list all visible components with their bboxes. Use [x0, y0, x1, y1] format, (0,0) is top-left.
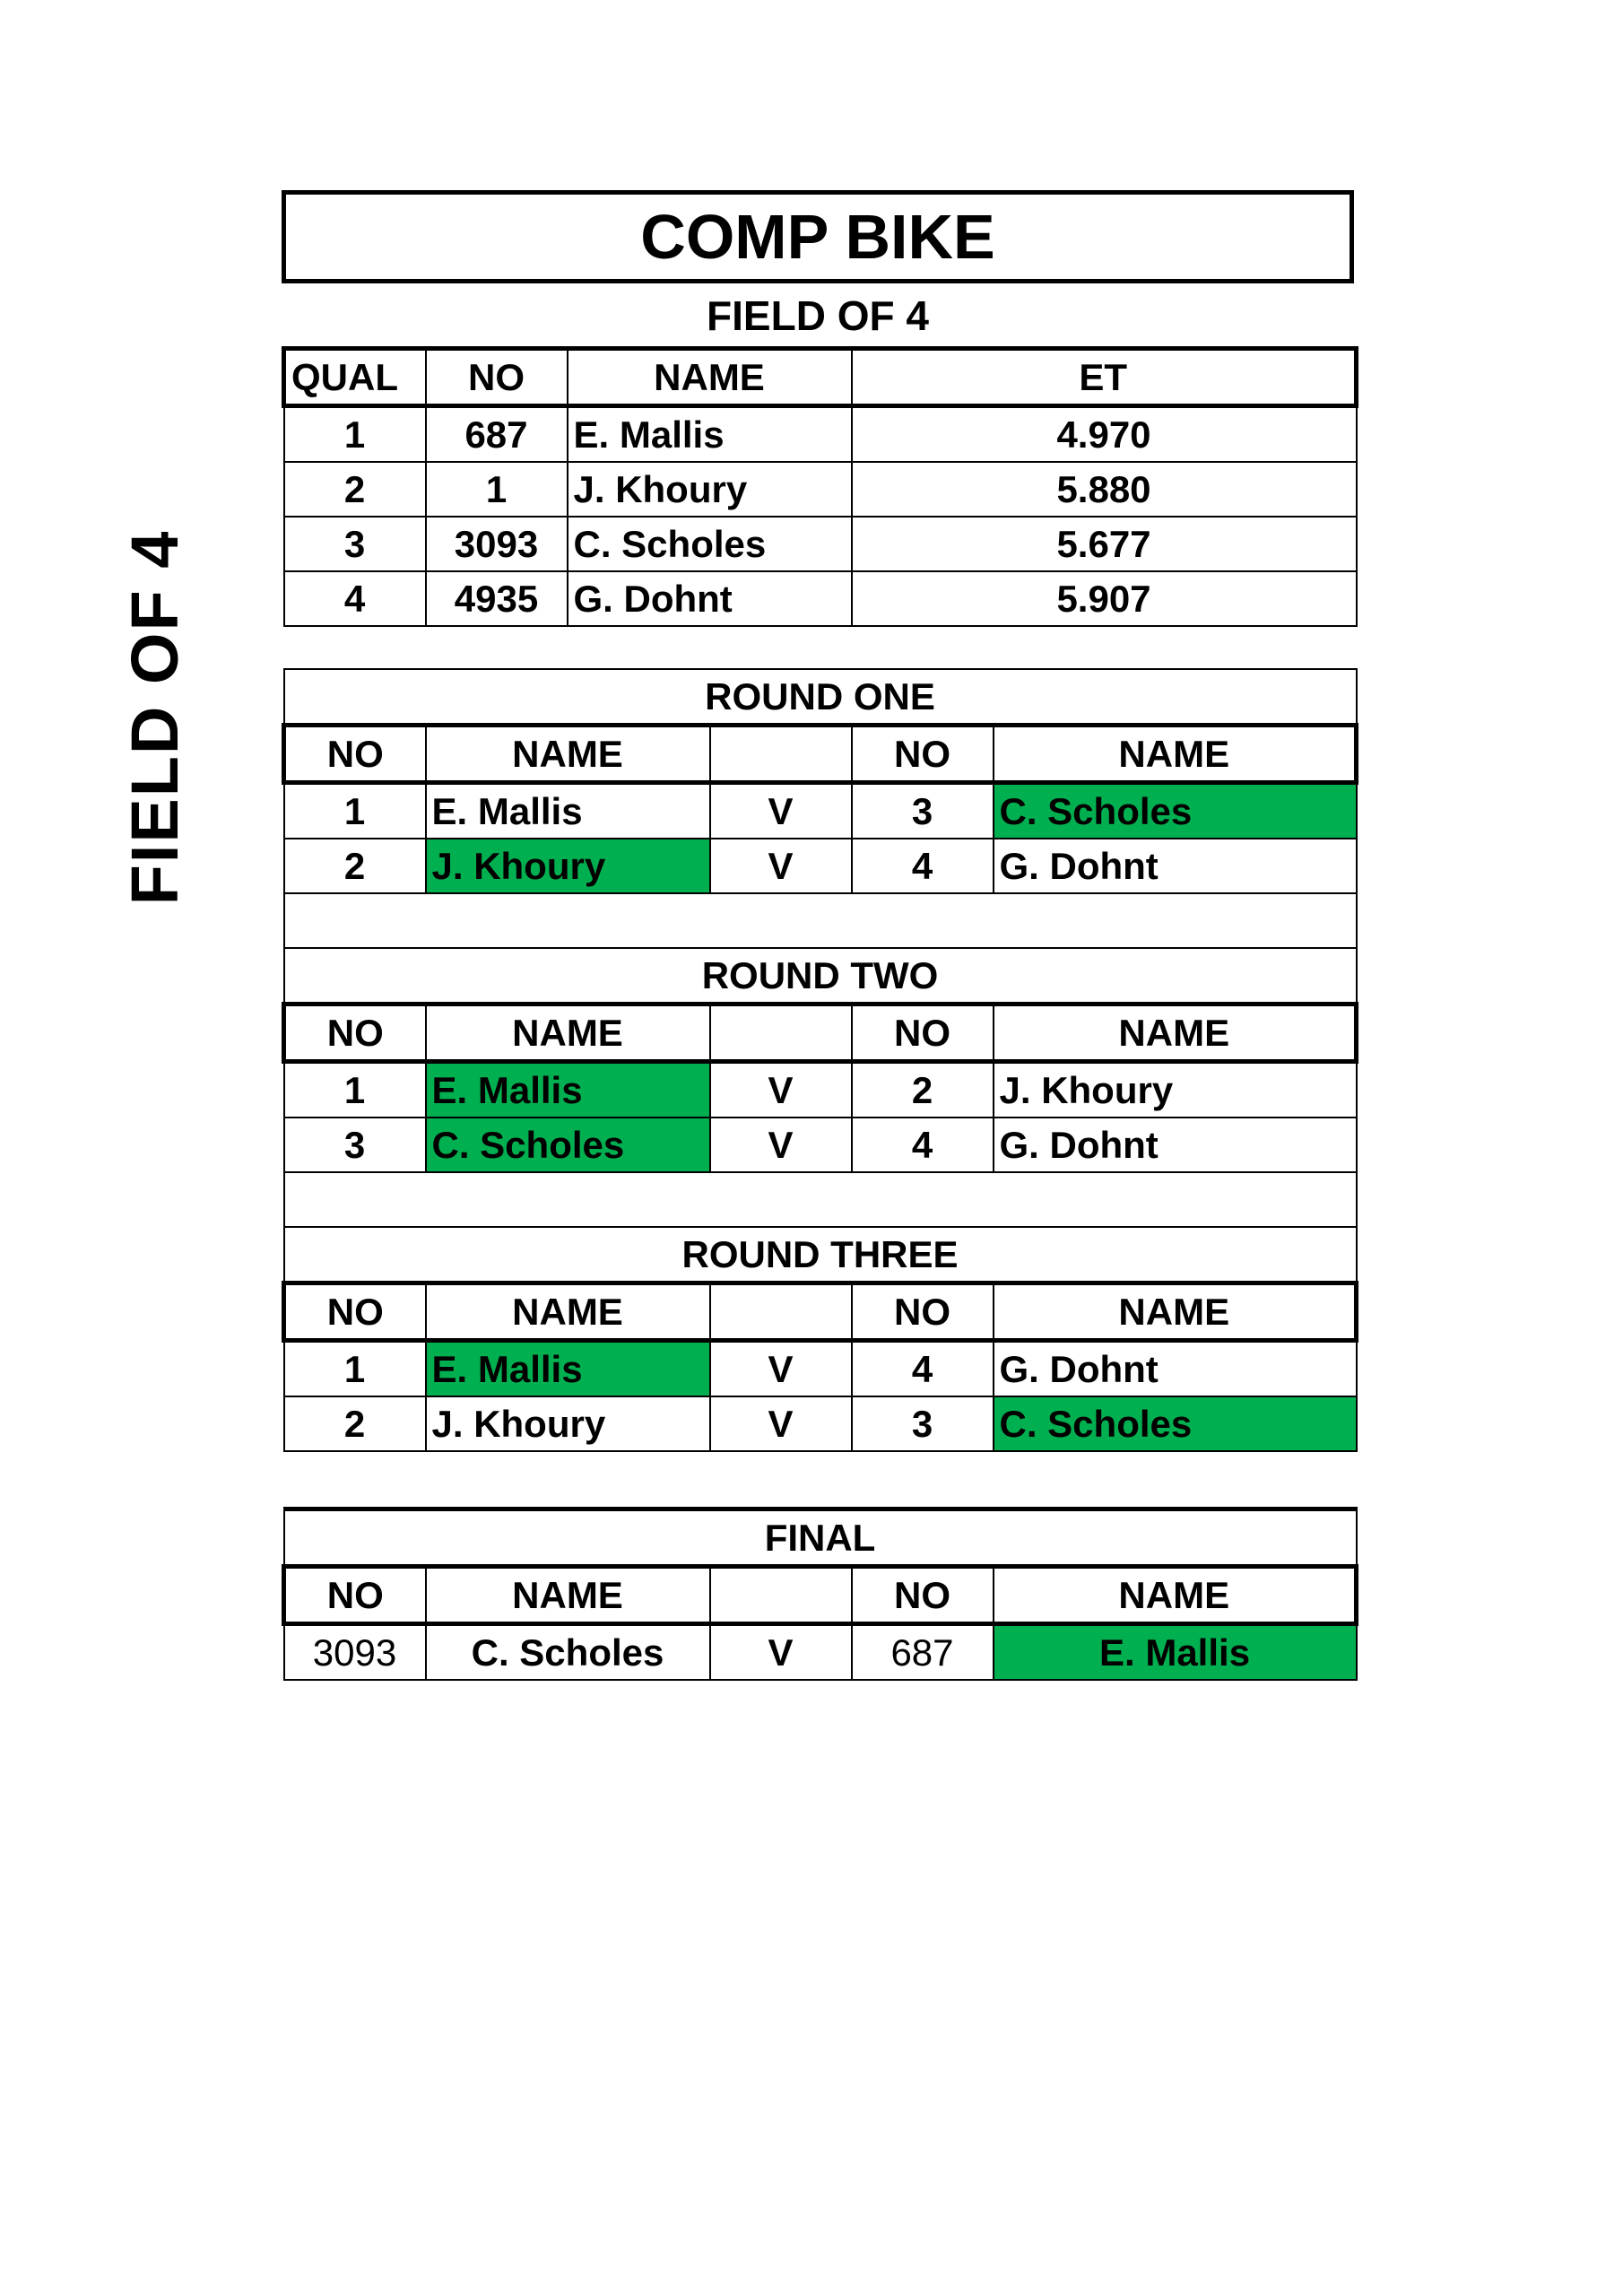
et-cell: 5.880	[852, 462, 1357, 517]
vs-cell: V	[710, 839, 852, 893]
left-no-cell: 1	[284, 1341, 426, 1397]
match-row	[284, 1118, 1357, 1172]
no-header: NO	[284, 1004, 426, 1062]
final-match-row	[284, 1624, 1357, 1681]
vs-cell: V	[710, 1624, 852, 1681]
et-cell: 5.907	[852, 571, 1357, 626]
left-name-cell-winner: E. Mallis	[426, 1341, 710, 1397]
match-row	[284, 1062, 1357, 1118]
vs-header	[710, 1567, 852, 1624]
name-header: NAME	[426, 726, 710, 783]
right-name-cell: G. Dohnt	[994, 839, 1357, 893]
vs-header	[710, 1283, 852, 1341]
qualifying-row	[284, 462, 1357, 517]
left-no-cell: 2	[284, 1396, 426, 1451]
name-header: NAME	[426, 1283, 710, 1341]
right-no-cell: 4	[852, 1118, 994, 1172]
left-name-cell-winner: J. Khoury	[426, 839, 710, 893]
no-header: NO	[852, 1283, 994, 1341]
et-header: ET	[852, 349, 1357, 406]
left-no-cell: 1	[284, 783, 426, 839]
qual-cell: 2	[284, 462, 426, 517]
no-header: NO	[284, 1283, 426, 1341]
no-header: NO	[852, 726, 994, 783]
vs-cell: V	[710, 1062, 852, 1118]
no-header: NO	[852, 1567, 994, 1624]
no-header: NO	[284, 1567, 426, 1624]
left-no-cell: 2	[284, 839, 426, 893]
round-one-header-row	[284, 726, 1357, 783]
name-header: NAME	[426, 1004, 710, 1062]
right-no-cell: 687	[852, 1624, 994, 1681]
right-no-cell: 3	[852, 1396, 994, 1451]
name-cell: E. Mallis	[568, 406, 852, 463]
left-name-cell: E. Mallis	[426, 783, 710, 839]
page-subtitle: FIELD OF 4	[707, 292, 929, 339]
no-cell: 1	[426, 462, 568, 517]
right-no-cell: 4	[852, 1341, 994, 1397]
round-one-title: ROUND ONE	[284, 669, 1357, 726]
final-title: FINAL	[284, 1509, 1357, 1567]
no-cell: 687	[426, 406, 568, 463]
qualifying-header-row	[284, 349, 1357, 406]
match-row	[284, 839, 1357, 893]
match-row	[284, 1396, 1357, 1451]
final-header-row	[284, 1567, 1357, 1624]
vs-cell: V	[710, 1118, 852, 1172]
round-two-title: ROUND TWO	[284, 948, 1357, 1004]
vs-header	[710, 726, 852, 783]
name-header: NAME	[426, 1567, 710, 1624]
final-table	[282, 1507, 1358, 1681]
qual-header: QUAL	[284, 349, 426, 406]
no-header: NO	[852, 1004, 994, 1062]
name-header: NAME	[994, 726, 1357, 783]
round-three-header-row	[284, 1283, 1357, 1341]
qualifying-row	[284, 571, 1357, 626]
right-no-cell: 4	[852, 839, 994, 893]
name-header: NAME	[568, 349, 852, 406]
right-no-cell: 2	[852, 1062, 994, 1118]
left-no-cell: 3	[284, 1118, 426, 1172]
match-row	[284, 783, 1357, 839]
no-cell: 3093	[426, 517, 568, 571]
left-name-cell-winner: E. Mallis	[426, 1062, 710, 1118]
round-three-title: ROUND THREE	[284, 1227, 1357, 1283]
no-header: NO	[284, 726, 426, 783]
vs-cell: V	[710, 783, 852, 839]
name-cell: G. Dohnt	[568, 571, 852, 626]
left-no-cell: 3093	[284, 1624, 426, 1681]
no-cell: 4935	[426, 571, 568, 626]
no-header: NO	[426, 349, 568, 406]
vs-header	[710, 1004, 852, 1062]
name-cell: J. Khoury	[568, 462, 852, 517]
left-name-cell-winner: C. Scholes	[426, 1118, 710, 1172]
vs-cell: V	[710, 1396, 852, 1451]
qual-cell: 3	[284, 517, 426, 571]
qualifying-row	[284, 517, 1357, 571]
right-name-cell-winner: C. Scholes	[994, 1396, 1357, 1451]
page-title: COMP BIKE	[282, 190, 1354, 283]
vs-cell: V	[710, 1341, 852, 1397]
right-name-cell-winner: C. Scholes	[994, 783, 1357, 839]
name-header: NAME	[994, 1283, 1357, 1341]
right-name-cell: J. Khoury	[994, 1062, 1357, 1118]
right-name-cell: G. Dohnt	[994, 1341, 1357, 1397]
round-two-header-row	[284, 1004, 1357, 1062]
qual-cell: 1	[284, 406, 426, 463]
et-cell: 4.970	[852, 406, 1357, 463]
left-no-cell: 1	[284, 1062, 426, 1118]
side-title: FIELD OF 4	[117, 529, 192, 906]
qualifying-table	[282, 346, 1358, 627]
left-name-cell: C. Scholes	[426, 1624, 710, 1681]
match-row	[284, 1341, 1357, 1397]
right-no-cell: 3	[852, 783, 994, 839]
name-cell: C. Scholes	[568, 517, 852, 571]
left-name-cell: J. Khoury	[426, 1396, 710, 1451]
spacer-row	[284, 893, 1357, 948]
name-header: NAME	[994, 1567, 1357, 1624]
et-cell: 5.677	[852, 517, 1357, 571]
rounds-table	[282, 668, 1358, 1452]
name-header: NAME	[994, 1004, 1357, 1062]
qualifying-row	[284, 406, 1357, 463]
right-name-cell-winner: E. Mallis	[994, 1624, 1357, 1681]
spacer-row	[284, 1172, 1357, 1227]
qual-cell: 4	[284, 571, 426, 626]
right-name-cell: G. Dohnt	[994, 1118, 1357, 1172]
